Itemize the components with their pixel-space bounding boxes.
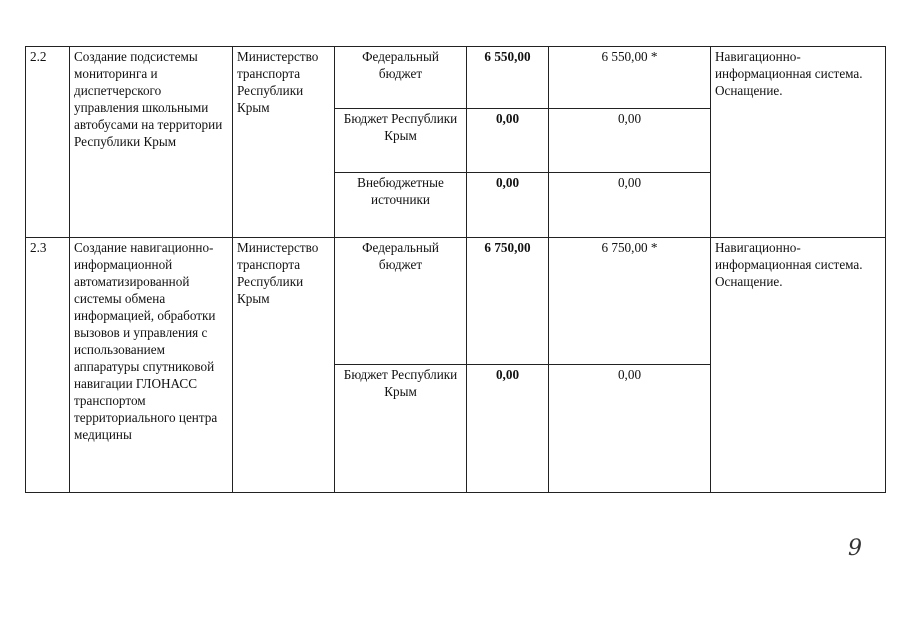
measure-name: Создание подсистемы мониторинга и диспетчерского управления школьными автобусами на территории Республики Крым xyxy=(70,47,233,238)
table-row-2-3-federal xyxy=(26,238,886,365)
funding-year: 6 750,00 * xyxy=(549,238,711,365)
funding-source: Внебюджетные источники xyxy=(335,173,467,238)
funding-year: 0,00 xyxy=(549,365,711,493)
budget-table xyxy=(25,46,886,493)
funding-source: Бюджет Республики Крым xyxy=(335,109,467,173)
funding-year: 0,00 xyxy=(549,109,711,173)
row-number: 2.2 xyxy=(26,47,70,238)
funding-total: 6 550,00 xyxy=(467,47,549,109)
funding-source: Федеральный бюджет xyxy=(335,47,467,109)
funding-source: Бюджет Республики Крым xyxy=(335,365,467,493)
executor: Министерство транспорта Республики Крым xyxy=(233,238,335,493)
measure-name: Создание навигационно-информационной автоматизированной системы обмена информацией, обработки вызовов и управления с использованием аппаратуры спутниковой навигации ГЛОНАСС транспортом территориального центра медицины xyxy=(70,238,233,493)
funding-source: Федеральный бюджет xyxy=(335,238,467,365)
page-number: 9 xyxy=(848,536,862,561)
funding-total: 6 750,00 xyxy=(467,238,549,365)
funding-total: 0,00 xyxy=(467,109,549,173)
table-row-2-2-federal xyxy=(26,47,886,109)
funding-total: 0,00 xyxy=(467,173,549,238)
row-number: 2.3 xyxy=(26,238,70,493)
funding-year: 0,00 xyxy=(549,173,711,238)
expected-result: Навигационно-информационная система. Оснащение. xyxy=(711,238,886,493)
funding-total: 0,00 xyxy=(467,365,549,493)
funding-year: 6 550,00 * xyxy=(549,47,711,109)
executor: Министерство транспорта Республики Крым xyxy=(233,47,335,238)
expected-result: Навигационно-информационная система. Оснащение. xyxy=(711,47,886,238)
